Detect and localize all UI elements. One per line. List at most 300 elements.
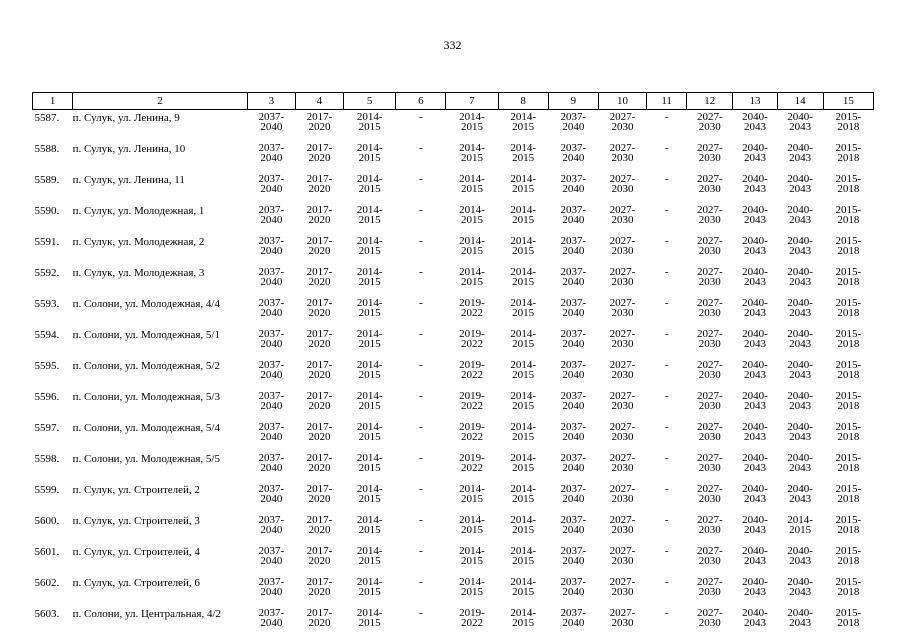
year-end: 2030 — [611, 400, 634, 412]
year-end: 2040 — [562, 555, 585, 567]
year-end: 2043 — [789, 338, 812, 350]
year-range-cell — [446, 172, 498, 203]
year-end: 2043 — [743, 617, 766, 629]
year-start: 2040- — [742, 111, 768, 123]
year-end: 2030 — [698, 338, 721, 350]
year-start: 2014- — [356, 142, 383, 154]
year-end: 2040 — [260, 617, 283, 629]
year-range-cell — [498, 389, 548, 420]
year-start: 2040- — [742, 607, 768, 619]
year-start: 2037- — [258, 266, 285, 278]
year-range-cell — [777, 265, 823, 296]
year-start: 2014- — [510, 328, 536, 340]
year-end: 2020 — [308, 431, 331, 443]
year-start: 2014- — [510, 514, 536, 526]
address-cell: п. Сулук, ул. Молодежная, 1 — [72, 205, 205, 217]
year-start: 2017- — [306, 297, 333, 309]
year-range-cell — [733, 234, 777, 265]
year-range-cell — [446, 265, 498, 296]
year-range-cell — [777, 203, 823, 234]
year-end: 2030 — [698, 462, 721, 474]
year-end: 2018 — [837, 586, 860, 598]
year-range-cell — [823, 234, 873, 265]
year-range-cell — [247, 389, 295, 420]
year-start: 2027- — [609, 328, 636, 340]
year-end: 2022 — [460, 369, 483, 381]
year-start: 2037- — [560, 204, 587, 216]
year-start: 2037- — [258, 328, 285, 340]
year-range-cell — [247, 575, 295, 606]
year-start: 2015- — [835, 452, 862, 464]
address-cell: п. Сулук, ул. Строителей, 3 — [72, 515, 200, 527]
year-end: 2030 — [611, 307, 634, 319]
year-range-cell — [446, 110, 498, 142]
year-range-cell — [777, 544, 823, 575]
col-header: 12 — [687, 93, 733, 110]
col-header: 13 — [733, 93, 777, 110]
table-body — [33, 110, 874, 638]
year-start: 2015- — [835, 483, 862, 495]
year-end: 2015 — [512, 524, 535, 536]
empty-cell: - — [664, 421, 669, 433]
empty-cell: - — [664, 545, 669, 557]
year-range-cell — [823, 110, 873, 142]
year-range-cell — [295, 575, 343, 606]
year-end: 2020 — [308, 338, 331, 350]
table-row — [33, 172, 874, 203]
year-start: 2014- — [459, 576, 485, 588]
year-end: 2043 — [743, 493, 766, 505]
year-end: 2030 — [611, 338, 634, 350]
table-row — [33, 482, 874, 513]
year-range-cell — [344, 575, 396, 606]
year-end: 2020 — [308, 214, 331, 226]
year-range-cell — [733, 172, 777, 203]
year-range-cell — [733, 203, 777, 234]
year-end: 2040 — [260, 555, 283, 567]
year-start: 2037- — [560, 514, 587, 526]
empty-cell: - — [664, 390, 669, 402]
year-end: 2022 — [460, 431, 483, 443]
year-start: 2014- — [356, 483, 383, 495]
address-cell: п. Солони, ул. Молодежная, 5/5 — [72, 453, 220, 465]
year-range-cell — [598, 513, 646, 544]
year-end: 2022 — [460, 462, 483, 474]
row-number: 5601. — [34, 546, 60, 558]
year-range-cell — [247, 172, 295, 203]
year-range-cell — [295, 389, 343, 420]
year-range-cell — [777, 296, 823, 327]
year-start: 2040- — [742, 328, 768, 340]
year-range-cell — [777, 606, 823, 637]
year-start: 2014- — [459, 173, 485, 185]
year-range-cell — [823, 420, 873, 451]
year-range-cell — [295, 110, 343, 142]
year-start: 2040- — [742, 421, 768, 433]
address-cell: п. Сулук, ул. Строителей, 2 — [72, 484, 200, 496]
year-range-cell — [247, 110, 295, 142]
year-end: 2015 — [358, 555, 381, 567]
year-end: 2043 — [789, 245, 812, 257]
year-start: 2014- — [356, 204, 383, 216]
year-range-cell — [687, 482, 733, 513]
year-start: 2014- — [510, 483, 536, 495]
year-end: 2040 — [562, 307, 585, 319]
year-end: 2015 — [358, 617, 381, 629]
year-range-cell — [295, 420, 343, 451]
year-range-cell — [733, 141, 777, 172]
year-start: 2015- — [835, 204, 862, 216]
year-range-cell — [344, 358, 396, 389]
year-range-cell — [295, 203, 343, 234]
year-start: 2014- — [510, 111, 536, 123]
year-end: 2030 — [611, 183, 634, 195]
year-range-cell — [247, 420, 295, 451]
year-range-cell — [446, 296, 498, 327]
year-range-cell — [344, 203, 396, 234]
year-range-cell — [687, 451, 733, 482]
year-range-cell — [823, 327, 873, 358]
year-end: 2030 — [698, 586, 721, 598]
year-range-cell — [687, 141, 733, 172]
year-start: 2015- — [835, 328, 862, 340]
year-range-cell — [687, 265, 733, 296]
empty-cell: - — [664, 204, 669, 216]
year-start: 2040- — [787, 266, 813, 278]
year-range-cell — [446, 141, 498, 172]
year-end: 2040 — [260, 183, 283, 195]
year-range-cell — [687, 110, 733, 142]
year-range-cell — [344, 451, 396, 482]
year-range-cell — [498, 513, 548, 544]
year-start: 2014- — [510, 297, 536, 309]
empty-cell: - — [418, 235, 423, 247]
year-end: 2030 — [611, 369, 634, 381]
year-range-cell — [733, 265, 777, 296]
year-range-cell — [823, 296, 873, 327]
year-range-cell — [598, 544, 646, 575]
year-end: 2043 — [743, 338, 766, 350]
year-range-cell — [823, 513, 873, 544]
page-number: 332 — [443, 38, 462, 52]
year-end: 2020 — [308, 524, 331, 536]
row-number: 5594. — [34, 329, 60, 341]
year-start: 2017- — [306, 390, 333, 402]
year-range-cell — [295, 234, 343, 265]
year-end: 2040 — [260, 493, 283, 505]
year-end: 2030 — [698, 152, 721, 164]
year-end: 2018 — [837, 431, 860, 443]
year-end: 2018 — [837, 183, 860, 195]
year-range-cell — [446, 513, 498, 544]
year-range-cell — [687, 203, 733, 234]
year-end: 2015 — [512, 493, 535, 505]
year-end: 2030 — [698, 555, 721, 567]
year-end: 2030 — [698, 369, 721, 381]
year-range-cell — [687, 575, 733, 606]
year-start: 2019- — [459, 607, 485, 619]
year-range-cell — [687, 234, 733, 265]
year-end: 2040 — [260, 524, 283, 536]
year-start: 2037- — [258, 576, 285, 588]
year-range-cell — [823, 606, 873, 637]
year-end: 2015 — [512, 555, 535, 567]
year-end: 2015 — [512, 152, 535, 164]
year-end: 2015 — [358, 586, 381, 598]
year-end: 2040 — [562, 152, 585, 164]
year-end: 2030 — [611, 617, 634, 629]
year-range-cell — [548, 234, 598, 265]
row-number: 5597. — [34, 422, 60, 434]
year-start: 2027- — [609, 297, 636, 309]
year-end: 2043 — [743, 462, 766, 474]
empty-cell: - — [418, 111, 423, 123]
row-number: 5593. — [34, 298, 60, 310]
year-start: 2019- — [459, 421, 485, 433]
year-start: 2040- — [787, 421, 813, 433]
year-range-cell — [548, 296, 598, 327]
year-range-cell — [687, 358, 733, 389]
year-start: 2037- — [560, 266, 587, 278]
year-start: 2019- — [459, 390, 485, 402]
year-start: 2027- — [696, 421, 723, 433]
year-range-cell — [247, 513, 295, 544]
year-range-cell — [777, 141, 823, 172]
year-end: 2040 — [260, 307, 283, 319]
year-start: 2017- — [306, 328, 333, 340]
empty-cell: - — [418, 545, 423, 557]
year-start: 2019- — [459, 297, 485, 309]
year-start: 2027- — [609, 545, 636, 557]
year-range-cell — [598, 420, 646, 451]
col-header: 8 — [498, 93, 548, 110]
year-range-cell — [598, 389, 646, 420]
address-cell: п. Сулук, ул. Ленина, 9 — [72, 112, 180, 124]
year-end: 2030 — [611, 524, 634, 536]
year-end: 2018 — [837, 214, 860, 226]
year-start: 2019- — [459, 452, 485, 464]
year-start: 2040- — [787, 173, 813, 185]
year-end: 2030 — [611, 555, 634, 567]
empty-cell: - — [664, 297, 669, 309]
year-range-cell — [446, 358, 498, 389]
year-end: 2015 — [358, 276, 381, 288]
year-start: 2037- — [258, 173, 285, 185]
year-start: 2014- — [459, 514, 485, 526]
year-range-cell — [548, 575, 598, 606]
year-start: 2014- — [356, 328, 383, 340]
year-end: 2030 — [611, 276, 634, 288]
year-start: 2017- — [306, 142, 333, 154]
year-start: 2040- — [787, 297, 813, 309]
table-row — [33, 203, 874, 234]
year-start: 2040- — [787, 390, 813, 402]
year-end: 2043 — [743, 245, 766, 257]
year-end: 2020 — [308, 183, 331, 195]
year-range-cell — [823, 141, 873, 172]
year-end: 2020 — [308, 121, 331, 133]
year-range-cell — [344, 544, 396, 575]
address-cell: п. Солони, ул. Центральная, 4/2 — [72, 608, 222, 620]
year-start: 2040- — [742, 545, 768, 557]
year-range-cell — [823, 172, 873, 203]
table-row — [33, 141, 874, 172]
year-start: 2040- — [742, 235, 768, 247]
year-end: 2020 — [308, 152, 331, 164]
year-start: 2040- — [787, 204, 813, 216]
year-start: 2014- — [787, 514, 813, 526]
year-range-cell — [777, 482, 823, 513]
year-end: 2015 — [512, 400, 535, 412]
year-range-cell — [344, 327, 396, 358]
year-start: 2027- — [609, 452, 636, 464]
row-number: 5600. — [34, 515, 60, 527]
year-start: 2037- — [258, 297, 285, 309]
col-header: 1 — [33, 93, 73, 110]
year-end: 2030 — [611, 462, 634, 474]
year-end: 2015 — [358, 369, 381, 381]
year-end: 2015 — [358, 524, 381, 536]
year-range-cell — [548, 172, 598, 203]
year-range-cell — [777, 327, 823, 358]
year-range-cell — [598, 482, 646, 513]
year-start: 2015- — [835, 421, 862, 433]
year-range-cell — [247, 234, 295, 265]
year-start: 2014- — [356, 390, 383, 402]
year-start: 2027- — [609, 514, 636, 526]
year-start: 2017- — [306, 359, 333, 371]
year-end: 2040 — [260, 276, 283, 288]
year-end: 2043 — [789, 121, 812, 133]
year-end: 2030 — [698, 214, 721, 226]
year-range-cell — [446, 420, 498, 451]
year-range-cell — [598, 234, 646, 265]
year-range-cell — [498, 544, 548, 575]
year-start: 2027- — [696, 297, 723, 309]
year-start: 2037- — [258, 111, 285, 123]
year-end: 2043 — [743, 152, 766, 164]
year-range-cell — [498, 575, 548, 606]
year-range-cell — [733, 513, 777, 544]
year-start: 2014- — [356, 266, 383, 278]
year-end: 2018 — [837, 276, 860, 288]
year-start: 2037- — [560, 452, 587, 464]
year-range-cell — [498, 420, 548, 451]
year-range-cell — [548, 389, 598, 420]
year-start: 2017- — [306, 514, 333, 526]
empty-cell: - — [664, 173, 669, 185]
table-row — [33, 389, 874, 420]
year-range-cell — [733, 110, 777, 142]
year-end: 2015 — [460, 152, 483, 164]
year-start: 2014- — [459, 235, 485, 247]
year-range-cell — [247, 327, 295, 358]
year-start: 2015- — [835, 111, 862, 123]
year-start: 2027- — [609, 483, 636, 495]
year-start: 2037- — [560, 421, 587, 433]
year-start: 2040- — [742, 359, 768, 371]
year-range-cell — [823, 544, 873, 575]
year-range-cell — [344, 234, 396, 265]
year-range-cell — [823, 203, 873, 234]
year-start: 2027- — [609, 235, 636, 247]
row-number: 5590. — [34, 205, 60, 217]
table-row — [33, 327, 874, 358]
year-end: 2015 — [460, 183, 483, 195]
year-range-cell — [777, 234, 823, 265]
year-start: 2015- — [835, 576, 862, 588]
year-range-cell — [733, 358, 777, 389]
year-range-cell — [446, 544, 498, 575]
year-end: 2030 — [698, 431, 721, 443]
empty-cell: - — [418, 297, 423, 309]
empty-cell: - — [418, 204, 423, 216]
year-start: 2015- — [835, 142, 862, 154]
year-end: 2040 — [562, 245, 585, 257]
year-range-cell — [295, 141, 343, 172]
year-start: 2014- — [510, 545, 536, 557]
year-end: 2040 — [562, 462, 585, 474]
year-end: 2015 — [460, 245, 483, 257]
year-start: 2027- — [609, 359, 636, 371]
year-start: 2014- — [356, 576, 383, 588]
year-start: 2014- — [356, 173, 383, 185]
year-start: 2040- — [742, 390, 768, 402]
year-end: 2015 — [512, 431, 535, 443]
year-range-cell — [548, 358, 598, 389]
year-end: 2043 — [789, 462, 812, 474]
empty-cell: - — [664, 328, 669, 340]
empty-cell: - — [418, 390, 423, 402]
year-range-cell — [247, 544, 295, 575]
year-range-cell — [247, 606, 295, 637]
year-range-cell — [687, 606, 733, 637]
year-range-cell — [498, 358, 548, 389]
year-end: 2030 — [698, 493, 721, 505]
year-start: 2027- — [696, 235, 723, 247]
year-start: 2027- — [696, 142, 723, 154]
year-range-cell — [733, 451, 777, 482]
year-start: 2040- — [787, 111, 813, 123]
year-range-cell — [344, 482, 396, 513]
year-end: 2030 — [698, 400, 721, 412]
empty-cell: - — [664, 576, 669, 588]
year-range-cell — [687, 296, 733, 327]
year-end: 2022 — [460, 617, 483, 629]
year-range-cell — [295, 544, 343, 575]
year-range-cell — [498, 265, 548, 296]
year-start: 2017- — [306, 266, 333, 278]
year-start: 2017- — [306, 545, 333, 557]
year-end: 2040 — [562, 369, 585, 381]
year-end: 2015 — [512, 586, 535, 598]
year-start: 2037- — [560, 328, 587, 340]
year-end: 2020 — [308, 493, 331, 505]
year-start: 2015- — [835, 607, 862, 619]
year-end: 2043 — [789, 307, 812, 319]
year-start: 2037- — [560, 390, 587, 402]
empty-cell: - — [664, 359, 669, 371]
year-start: 2040- — [742, 576, 768, 588]
year-end: 2018 — [837, 555, 860, 567]
year-end: 2040 — [260, 586, 283, 598]
year-start: 2014- — [510, 359, 536, 371]
table-row — [33, 296, 874, 327]
year-start: 2037- — [258, 421, 285, 433]
year-range-cell — [777, 420, 823, 451]
year-range-cell — [344, 513, 396, 544]
year-start: 2027- — [609, 173, 636, 185]
